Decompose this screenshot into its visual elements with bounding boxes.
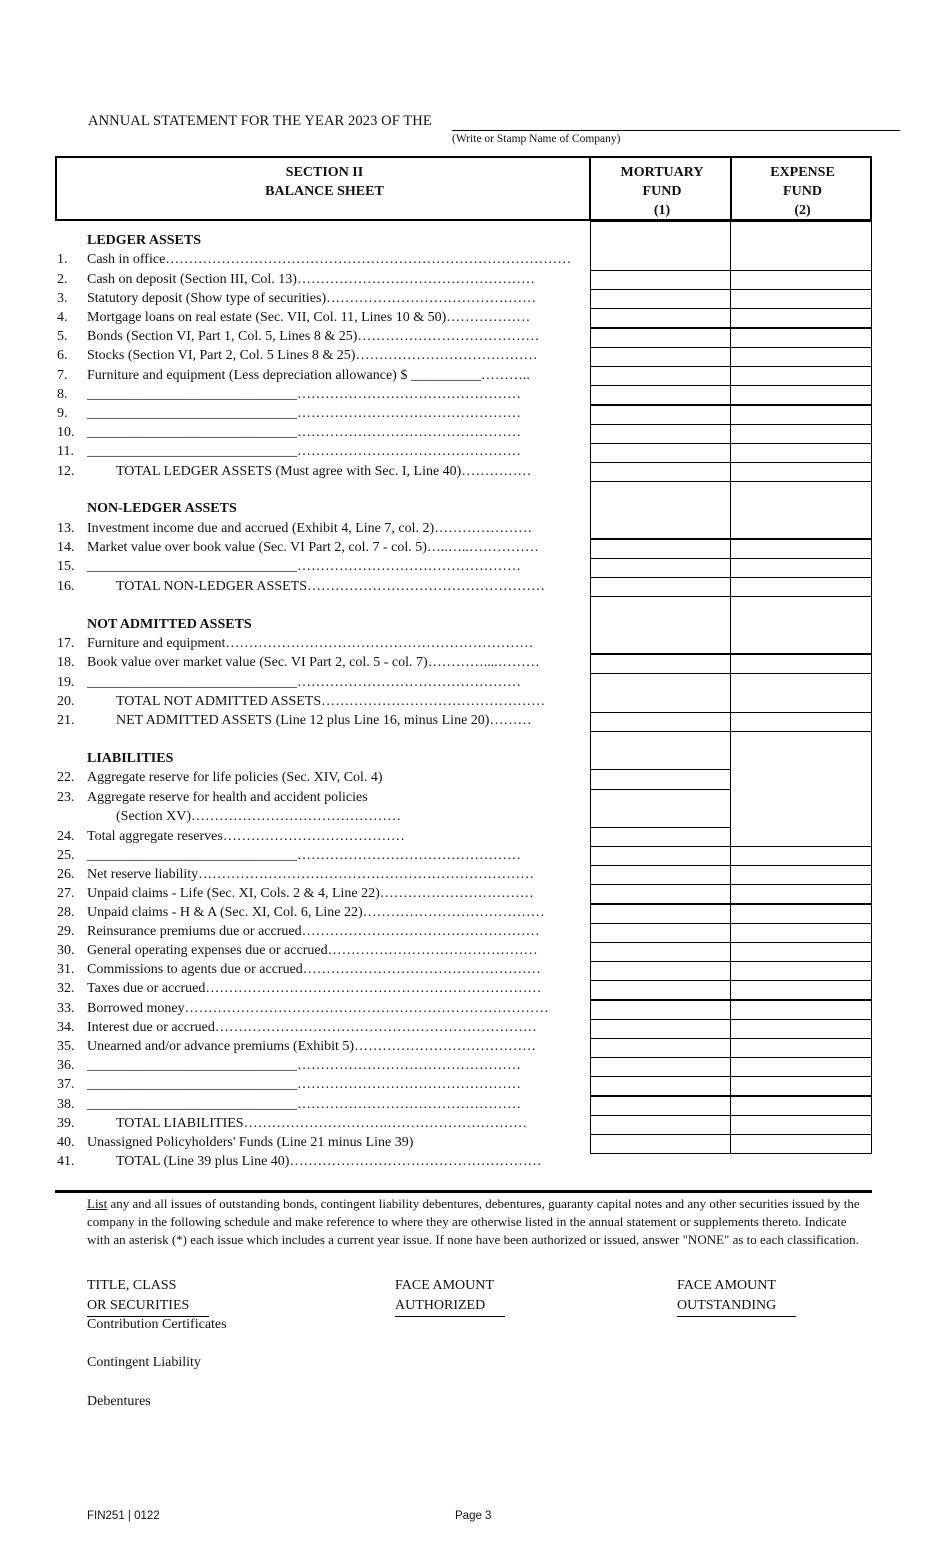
line-label: ______________________________………………………………………… [87, 559, 521, 574]
mortuary-fund-entry[interactable] [590, 904, 731, 924]
mortuary-fund-entry[interactable] [590, 385, 731, 405]
securities-instructions: List any and all issues of outstanding bonds, contingent liability debentures, debentures, guaranty capital notes and any other securities issued by the company in the following schedule and make reference to where they are otherwise listed in the annual statement or supplements thereto. Indicate with an asterisk (*) each issue which includes a current year issue. If none have been authorized or issued, answer "NONE" as to each classification. [87, 1196, 860, 1247]
title-class-header: TITLE, CLASS OR SECURITIES [87, 1276, 209, 1317]
mortuary-fund-entry[interactable] [590, 1000, 731, 1020]
line-label: Cash in office…………………………………………………………………………… [87, 252, 572, 267]
mortuary-fund-entry[interactable] [590, 961, 731, 981]
expense-fund-entry[interactable] [730, 865, 872, 885]
mortuary-fund-entry[interactable] [590, 1115, 731, 1135]
mortuary-fund-entry[interactable] [590, 654, 731, 674]
company-name-hint: (Write or Stamp Name of Company) [452, 133, 621, 145]
mortuary-fund-header: MORTUARY FUND (1) [620, 165, 704, 218]
line-label: Reinsurance premiums due or accrued…………………………………………… [87, 924, 540, 939]
expense-fund-entry[interactable] [730, 923, 872, 943]
line-label: Unpaid claims - H & A (Sec. XI, Col. 6, Line 22)………………………………… [87, 905, 545, 920]
line-label: Borrowed money…………………………………………………………………… [87, 1001, 549, 1016]
mortuary-fund-entry[interactable] [590, 577, 731, 597]
mortuary-fund-entry[interactable] [590, 1096, 731, 1116]
security-item: Contribution Certificates [87, 1317, 227, 1332]
security-item: Contingent Liability [87, 1355, 201, 1370]
line-label: ______________________________………………………………………… [87, 1058, 521, 1073]
line-label: Furniture and equipment………………………………………………………… [87, 636, 534, 651]
line-number: 11. [57, 444, 74, 459]
section-number: SECTION II [285, 165, 364, 180]
section-header [55, 156, 872, 221]
mortuary-fund-entry[interactable] [590, 481, 731, 539]
line-label: Bonds (Section VI, Part 1, Col. 5, Lines 8 & 25)………………………………… [87, 329, 540, 344]
statement-title: ANNUAL STATEMENT FOR THE YEAR 2023 OF THE [88, 113, 432, 129]
mortuary-fund-entry[interactable] [590, 942, 731, 962]
expense-fund-entry[interactable] [730, 481, 872, 539]
mortuary-fund-entry[interactable] [590, 405, 731, 425]
expense-fund-entry[interactable] [730, 1115, 872, 1135]
expense-fund-entry[interactable] [730, 405, 872, 425]
line-number: 26. [57, 867, 75, 882]
mortuary-fund-entry[interactable] [590, 558, 731, 578]
section-title [57, 158, 592, 219]
line-number: 34. [57, 1020, 75, 1035]
company-name-line[interactable] [452, 130, 900, 131]
line-number: 20. [57, 694, 75, 709]
line-label: Net reserve liability……………………………………………………………… [87, 867, 535, 882]
line-number: 22. [57, 770, 75, 785]
line-number: 16. [57, 579, 75, 594]
line-label: ______________________________………………………………………… [87, 425, 521, 440]
face-amount-authorized-header: FACE AMOUNT AUTHORIZED [395, 1276, 505, 1317]
line-number: 39. [57, 1116, 75, 1131]
page-number: Page 3 [455, 1510, 492, 1522]
mortuary-fund-entry[interactable] [590, 731, 731, 770]
line-number: 19. [57, 675, 75, 690]
mortuary-fund-entry[interactable] [590, 308, 731, 328]
expense-fund-entry[interactable] [730, 221, 872, 271]
expense-fund-entry[interactable] [730, 1019, 872, 1039]
line-number: 31. [57, 962, 75, 977]
mortuary-fund-entry[interactable] [590, 884, 731, 904]
line-number: 28. [57, 905, 75, 920]
face-amount-outstanding-header: FACE AMOUNT OUTSTANDING [677, 1276, 796, 1317]
line-label: Cash on deposit (Section III, Col. 13)…………………………………………… [87, 272, 535, 287]
expense-fund-entry[interactable] [730, 712, 872, 732]
section-name: BALANCE SHEET [265, 184, 384, 199]
mortuary-fund-entry[interactable] [590, 539, 731, 559]
expense-fund-entry[interactable] [730, 424, 872, 444]
expense-fund-entry[interactable] [730, 1000, 872, 1020]
line-label: ______________________________………………………………………… [87, 444, 521, 459]
line-label: NET ADMITTED ASSETS (Line 12 plus Line 16, minus Line 20)……… [116, 713, 532, 728]
line-number: 14. [57, 540, 75, 555]
security-item: Debentures [87, 1394, 151, 1409]
expense-fund-entry[interactable] [730, 577, 872, 597]
expense-fund-entry[interactable] [730, 347, 872, 367]
line-label: Taxes due or accrued……………………………………………………………… [87, 981, 542, 996]
line-number: 25. [57, 848, 75, 863]
line-number: 10. [57, 425, 75, 440]
mortuary-fund-entry[interactable] [590, 462, 731, 482]
mortuary-fund-entry[interactable] [590, 923, 731, 943]
mortuary-fund-entry[interactable] [590, 289, 731, 309]
line-number: 3. [57, 291, 68, 306]
expense-fund-entry[interactable] [730, 443, 872, 463]
mortuary-fund-entry[interactable] [590, 424, 731, 444]
mortuary-fund-entry[interactable] [590, 673, 731, 713]
line-number: 15. [57, 559, 75, 574]
expense-fund-header: EXPENSE FUND (2) [770, 165, 835, 218]
mortuary-fund-entry[interactable] [590, 1076, 731, 1096]
line-label: ______________________________………………………………………… [87, 406, 521, 421]
line-number: 18. [57, 655, 75, 670]
expense-fund-entry[interactable] [730, 884, 872, 904]
line-label: Statutory deposit (Show type of securities)……………………………………… [87, 291, 537, 306]
line-number: 4. [57, 310, 68, 325]
expense-fund-entry[interactable] [730, 961, 872, 981]
expense-fund-entry[interactable] [730, 385, 872, 405]
line-number: 13. [57, 521, 75, 536]
line-41 [0, 1152, 950, 1171]
line-label: Commissions to agents due or accrued…………………………………………… [87, 962, 541, 977]
line-label: Unassigned Policyholders' Funds (Line 21 minus Line 39) [87, 1135, 414, 1150]
line-label: General operating expenses due or accrued……………………………………… [87, 943, 538, 958]
expense-fund-entry[interactable] [730, 673, 872, 713]
line-label: Mortgage loans on real estate (Sec. VII, Col. 11, Lines 10 & 50)……………… [87, 310, 531, 325]
line-label: ______________________________………………………………………… [87, 1097, 521, 1112]
form-number: FIN251 | 0122 [87, 1510, 160, 1522]
line-label: Market value over book value (Sec. VI Part 2, col. 7 - col. 5)…..…..…………… [87, 540, 539, 555]
mortuary-fund-entry[interactable] [590, 328, 731, 348]
expense-fund-entry[interactable] [730, 731, 872, 847]
line-number: 7. [57, 368, 68, 383]
non-ledger-assets-heading: NON-LEDGER ASSETS [87, 501, 237, 516]
line-label: (Section XV)……………………………………… [116, 809, 402, 824]
line-number: 12. [57, 464, 75, 479]
line-label: ______________________________………………………………………… [87, 848, 521, 863]
liabilities-heading: LIABILITIES [87, 751, 174, 766]
line-number: 5. [57, 329, 68, 344]
expense-fund-entry[interactable] [730, 328, 872, 348]
line-number: 2. [57, 272, 68, 287]
line-label: Unearned and/or advance premiums (Exhibit 5)………………………………… [87, 1039, 537, 1054]
expense-fund-entry[interactable] [730, 308, 872, 328]
mortuary-fund-entry[interactable] [590, 827, 731, 847]
mortuary-fund-entry[interactable] [590, 865, 731, 885]
line-number: 21. [57, 713, 75, 728]
line-label: Aggregate reserve for life policies (Sec. XIV, Col. 4) [87, 770, 383, 785]
line-label: TOTAL NOT ADMITTED ASSETS………………………………………… [116, 694, 546, 709]
line-label: Furniture and equipment (Less depreciation allowance) $ __________……….. [87, 368, 530, 383]
expense-fund-entry[interactable] [730, 462, 872, 482]
line-label: Aggregate reserve for health and accident policies [87, 790, 368, 805]
line-number: 35. [57, 1039, 75, 1054]
line-label: Investment income due and accrued (Exhibit 4, Line 7, col. 2)………………… [87, 521, 533, 536]
line-number: 8. [57, 387, 68, 402]
section-divider [55, 1190, 872, 1193]
mortuary-fund-entry[interactable] [590, 769, 731, 790]
line-label: TOTAL NON-LEDGER ASSETS…………………………………………… [116, 579, 545, 594]
line-number: 30. [57, 943, 75, 958]
line-label: Stocks (Section VI, Part 2, Col. 5 Lines 8 & 25)………………………………… [87, 348, 538, 363]
line-number: 36. [57, 1058, 75, 1073]
line-number: 23. [57, 790, 75, 805]
line-label: ______________________________………………………………………… [87, 387, 521, 402]
expense-fund-entry[interactable] [730, 270, 872, 290]
mortuary-fund-entry[interactable] [590, 789, 731, 828]
expense-fund-entry[interactable] [730, 980, 872, 1000]
line-label: TOTAL (Line 39 plus Line 40)……………………………………………… [116, 1154, 542, 1169]
line-number: 9. [57, 406, 68, 421]
line-label: ______________________________………………………………………… [87, 1077, 521, 1092]
mortuary-fund-entry[interactable] [590, 980, 731, 1000]
mortuary-fund-entry[interactable] [590, 270, 731, 290]
line-label: Total aggregate reserves………………………………… [87, 829, 405, 844]
line-label: Interest due or accrued…………………………………………………………… [87, 1020, 537, 1035]
line-number: 27. [57, 886, 75, 901]
expense-fund-entry[interactable] [730, 1057, 872, 1077]
expense-fund-entry[interactable] [730, 289, 872, 309]
not-admitted-assets-heading: NOT ADMITTED ASSETS [87, 617, 252, 632]
line-number: 17. [57, 636, 75, 651]
line-label: TOTAL LEDGER ASSETS (Must agree with Sec. I, Line 40)…………… [116, 464, 532, 479]
line-number: 38. [57, 1097, 75, 1112]
line-number: 32. [57, 981, 75, 996]
mortuary-fund-entry[interactable] [590, 1134, 731, 1154]
line-number: 37. [57, 1077, 75, 1092]
expense-fund-entry[interactable] [730, 539, 872, 559]
expense-fund-entry[interactable] [730, 366, 872, 386]
line-label: Unpaid claims - Life (Sec. XI, Cols. 2 & 4, Line 22)…………………………… [87, 886, 534, 901]
line-number: 6. [57, 348, 68, 363]
mortuary-fund-entry[interactable] [590, 596, 731, 654]
mortuary-fund-entry[interactable] [590, 347, 731, 367]
line-label: TOTAL LIABILITIES………………………….………………………… [116, 1116, 528, 1131]
expense-fund-entry[interactable] [730, 846, 872, 866]
line-number: 40. [57, 1135, 75, 1150]
line-number: 24. [57, 829, 75, 844]
expense-fund-entry[interactable] [730, 1096, 872, 1116]
expense-fund-entry[interactable] [730, 1134, 872, 1154]
ledger-assets-heading: LEDGER ASSETS [87, 233, 201, 248]
expense-fund-entry[interactable] [730, 1038, 872, 1058]
mortuary-fund-entry[interactable] [590, 221, 731, 271]
mortuary-fund-entry[interactable] [590, 1057, 731, 1077]
line-label: Book value over market value (Sec. VI Part 2, col. 5 - col. 7)…………....……… [87, 655, 540, 670]
mortuary-fund-entry[interactable] [590, 1038, 731, 1058]
expense-fund-entry[interactable] [730, 1076, 872, 1096]
line-number: 41. [57, 1154, 75, 1169]
expense-fund-entry[interactable] [730, 596, 872, 654]
expense-fund-entry[interactable] [730, 558, 872, 578]
line-label: ______________________________………………………………………… [87, 675, 521, 690]
mortuary-fund-entry[interactable] [590, 846, 731, 866]
mortuary-fund-entry[interactable] [590, 366, 731, 386]
line-number: 29. [57, 924, 75, 939]
line-number: 33. [57, 1001, 75, 1016]
expense-fund-entry[interactable] [730, 654, 872, 674]
expense-fund-entry[interactable] [730, 942, 872, 962]
mortuary-fund-entry[interactable] [590, 443, 731, 463]
expense-fund-entry[interactable] [730, 904, 872, 924]
mortuary-fund-entry[interactable] [590, 1019, 731, 1039]
line-number: 1. [57, 252, 68, 267]
mortuary-fund-entry[interactable] [590, 712, 731, 732]
